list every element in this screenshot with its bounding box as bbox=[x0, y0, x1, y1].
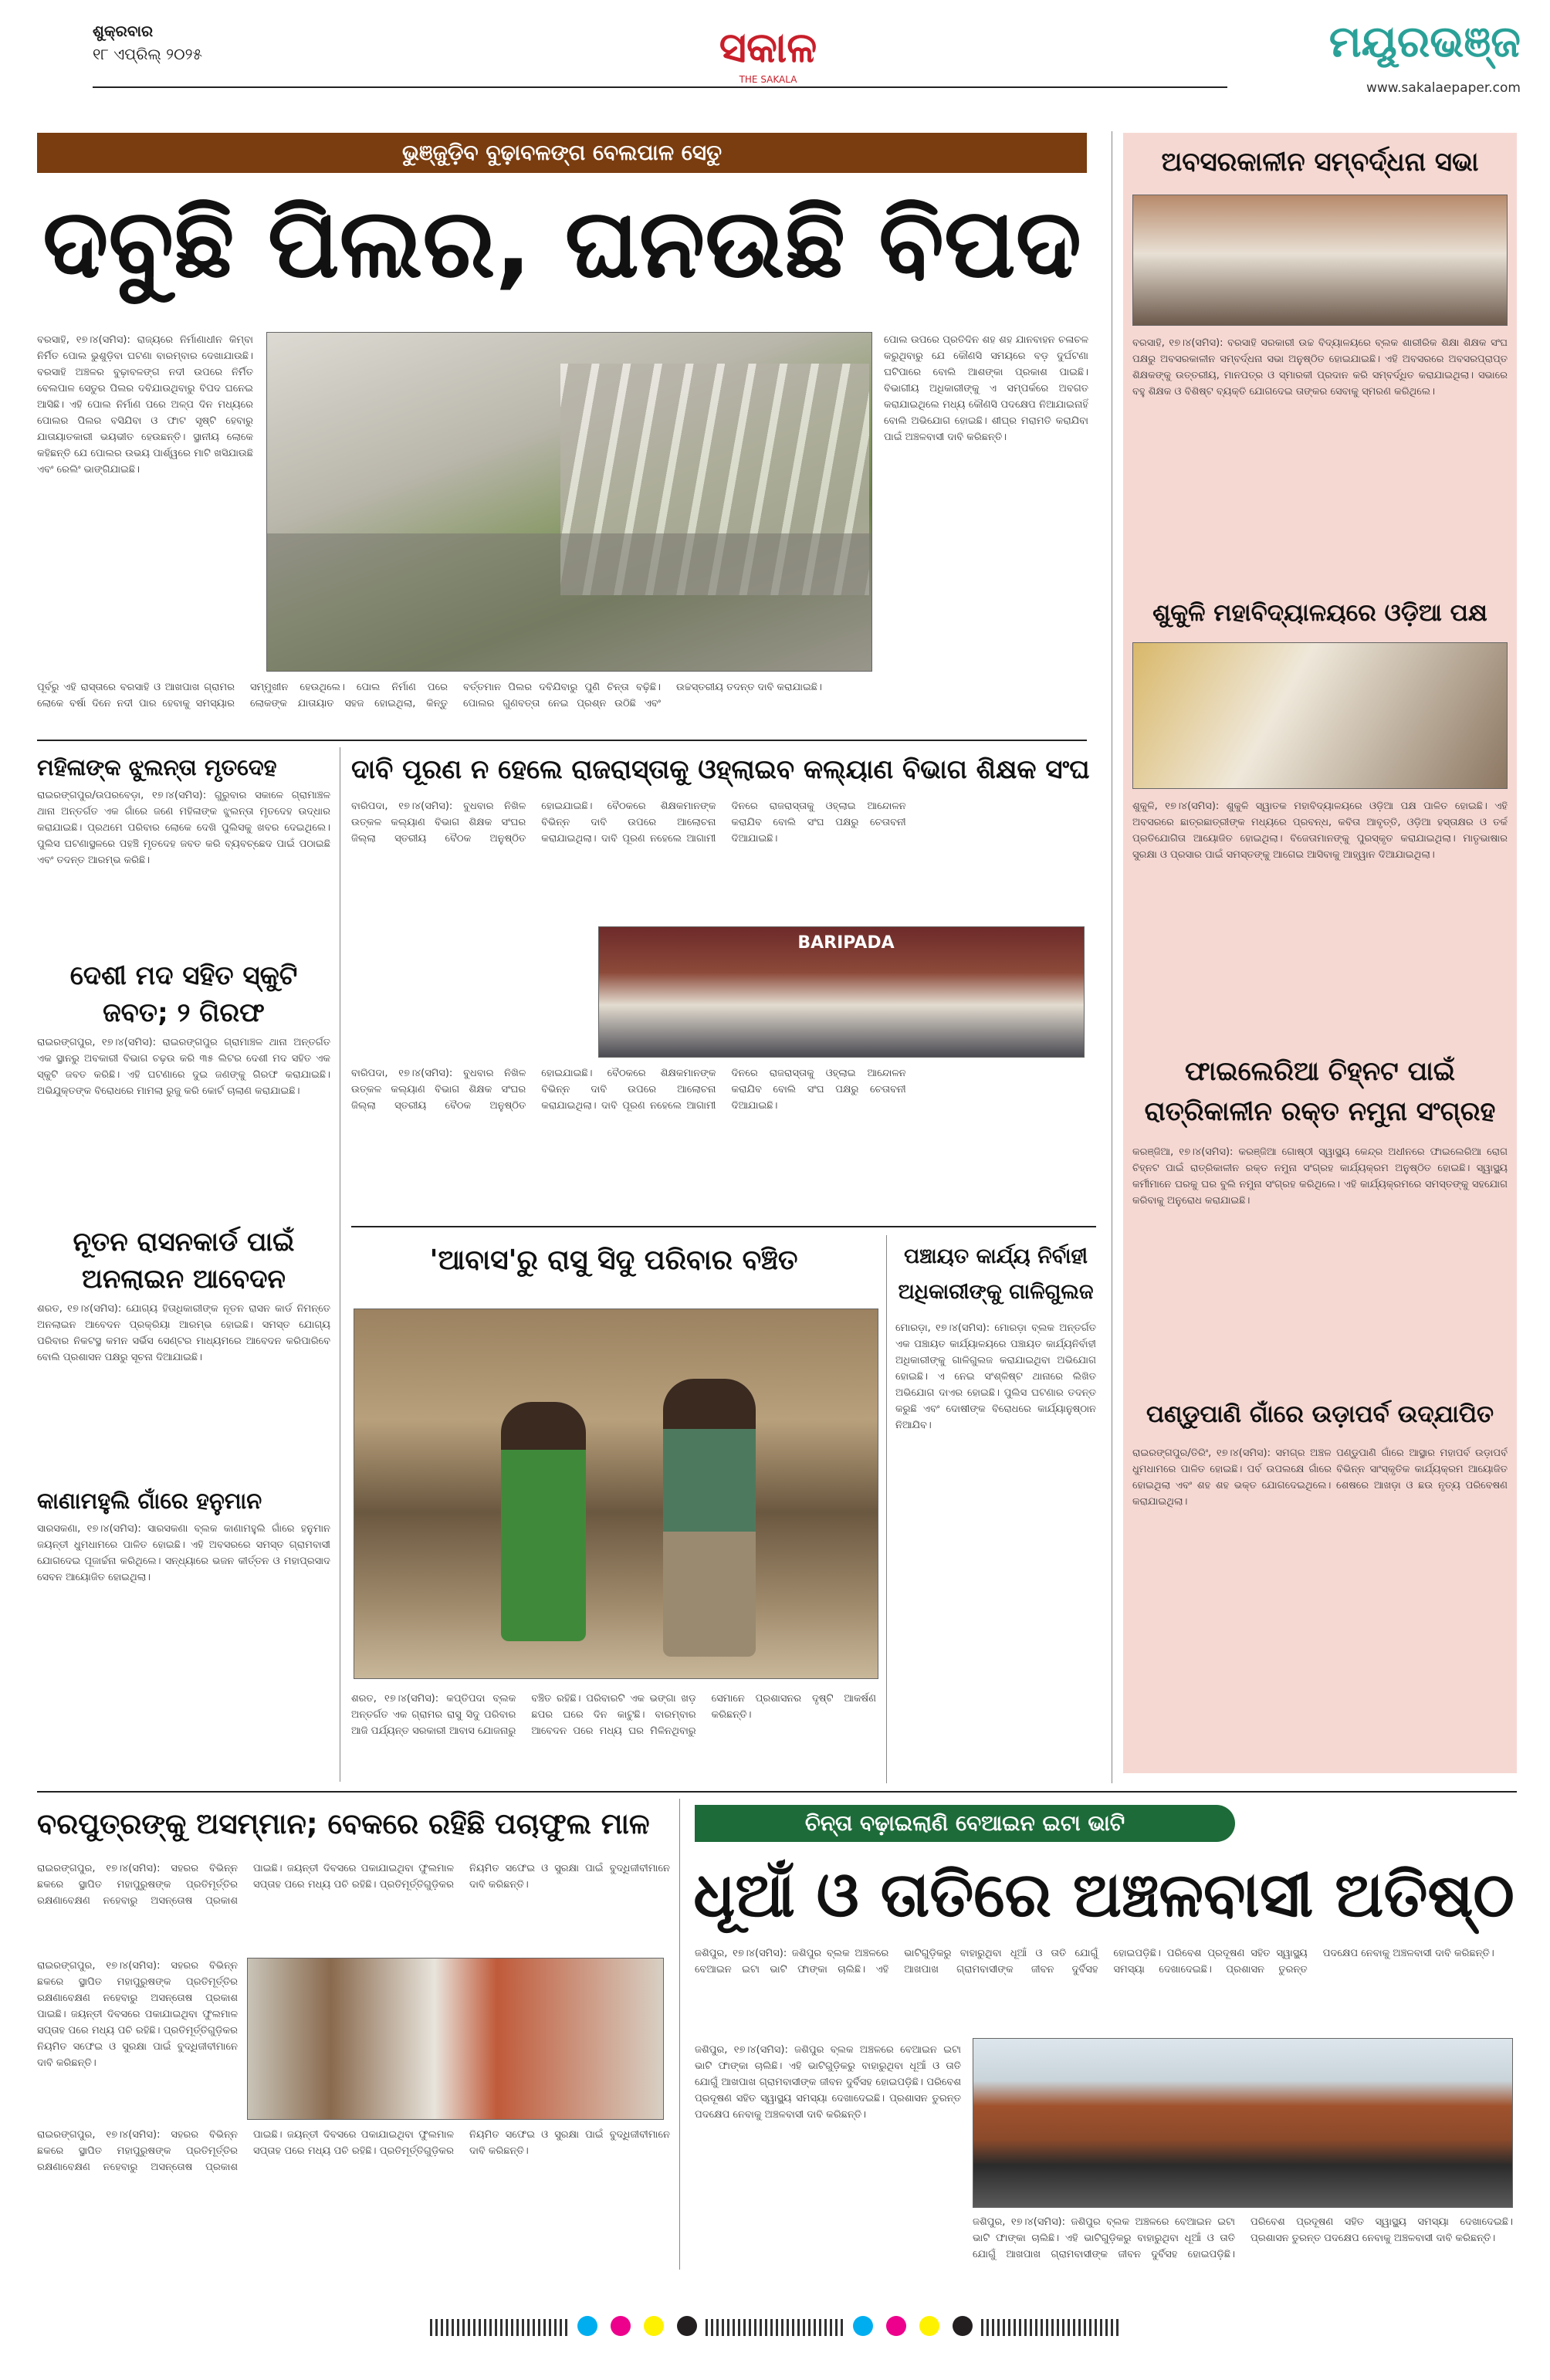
center2-headline: 'ଆବାସ'ରୁ ରାସୁ ସିଦୁ ପରିବାର ବଞ୍ଚିତ bbox=[429, 1244, 798, 1276]
lead-body-bottom: ପୂର୍ବରୁ ଏହି ରାସ୍ତାରେ ବରସାହି ଓ ଆଖପାଖ ଗ୍ରାମର ଲୋକେ ବର୍ଷା ଦିନେ ନଦୀ ପାର ହେବାକୁ ସମସ୍ୟାର ସମ୍ମୁଖୀନ ହେଉଥିଲେ। ପୋଲ ନିର୍ମାଣ ପରେ ଲୋକଙ୍କ ଯାତାୟାତ ସହଜ ହୋଇଥିଲା, କିନ୍ତୁ ବର୍ତ୍ତମାନ ପିଲର ଦବିଯିବାରୁ ପୁଣି ଚିନ୍ତା ବଢ଼ିଛି। ପୋଲର ଗୁଣବତ୍ତା ନେଇ ପ୍ରଶ୍ନ ଉଠିଛି ଏବଂ ଉଚ୍ଚସ୍ତରୀୟ ତଦନ୍ତ ଦାବି କରାଯାଇଛି। bbox=[37, 682, 822, 709]
bottom-right-body-cont: ଜଶିପୁର, ୧୭।୪(ସମିସ): ଜଶିପୁର ବ୍ଲକ ଅଞ୍ଚଳରେ ବେଆଇନ ଇଟା ଭାଟି ଫାଙ୍କା ଚାଲିଛି। ଏହି ଭାଟିଗୁଡ଼ିକରୁ ବାହାରୁଥିବା ଧୂଆଁ ଓ ତାତି ଯୋଗୁଁ ଆଖପାଖ ଗ୍ରାମବାସୀଙ୍କ ଜୀବନ ଦୁର୍ବିସହ ହୋଇପଡ଼ିଛି। ପରିବେଶ ପ୍ରଦୂଷଣ ସହିତ ସ୍ୱାସ୍ଥ୍ୟ ସମସ୍ୟା ଦେଖାଦେଇଛି। ପ୍ରଶାସନ ତୁରନ୍ତ ପଦକ୍ଷେପ ନେବାକୁ ଅଞ୍ଚଳବାସୀ ଦାବି କରିଛନ୍ତି। bbox=[695, 2044, 961, 2121]
date-full: ୧୮ ଏପ୍ରିଲ୍ ୨୦୨୫ bbox=[93, 45, 203, 63]
print-marks bbox=[0, 2316, 1550, 2362]
sidebar-story1-headline: ଅବସରକାଳୀନ ସମ୍ବର୍ଦ୍ଧନା ସଭା bbox=[1161, 147, 1479, 178]
yellow-swatch-2 bbox=[919, 2316, 939, 2336]
black-swatch-2 bbox=[953, 2316, 973, 2336]
divider-bottom bbox=[37, 1791, 1517, 1793]
left4-body: ସାରସକଣା, ୧୭।୪(ସମିସ): ସାରସକଣା ବ୍ଲକ କାଣାମହୁଲି ଗାଁରେ ହନୁମାନ ଜୟନ୍ତୀ ଧୁମଧାମରେ ପାଳିତ ହୋଇଛି। ଏହି ଅବସରରେ ସମସ୍ତ ଗ୍ରାମବାସୀ ଯୋଗଦେଇ ପୂଜାର୍ଚ୍ଚନା କରିଥିଲେ। ସନ୍ଧ୍ୟାରେ ଭଜନ କୀର୍ତ୍ତନ ଓ ମହାପ୍ରସାଦ ସେବନ ଆୟୋଜିତ ହୋଇଥିଲା। bbox=[37, 1523, 330, 1583]
newspaper-logo: ସକାଳ bbox=[719, 23, 817, 72]
bottom-right-body-end: ଜଶିପୁର, ୧୭।୪(ସମିସ): ଜଶିପୁର ବ୍ଲକ ଅଞ୍ଚଳରେ ବେଆଇନ ଇଟା ଭାଟି ଫାଙ୍କା ଚାଲିଛି। ଏହି ଭାଟିଗୁଡ଼ିକରୁ ବାହାରୁଥିବା ଧୂଆଁ ଓ ତାତି ଯୋଗୁଁ ଆଖପାଖ ଗ୍ରାମବାସୀଙ୍କ ଜୀବନ ଦୁର୍ବିସହ ହୋଇପଡ଼ିଛି। ପରିବେଶ ପ୍ରଦୂଷଣ ସହିତ ସ୍ୱାସ୍ଥ୍ୟ ସମସ୍ୟା ଦେଖାଦେଇଛି। ପ୍ରଶାସନ ତୁରନ୍ତ ପଦକ୍ଷେପ ନେବାକୁ ଅଞ୍ଚଳବାସୀ ଦାବି କରିଛନ୍ତି। bbox=[973, 2216, 1513, 2260]
left2-body: ରାଇରଙ୍ଗପୁର, ୧୭।୪(ସମିସ): ରାଇରଙ୍ଗପୁର ଗ୍ରାମାଞ୍ଚଳ ଥାନା ଅନ୍ତର୍ଗତ ଏକ ସ୍ଥାନରୁ ଅବକାରୀ ବିଭାଗ ଚଢ଼ଉ କରି ୩୫ ଲିଟର ଦେଶୀ ମଦ ସହିତ ଏକ ସ୍କୁଟି ଜବତ କରିଛି। ଏହି ଘଟଣାରେ ଦୁଇ ଜଣଙ୍କୁ ଗିରଫ କରାଯାଇଛି। ଅଭିଯୁକ୍ତଙ୍କ ବିରୋଧରେ ମାମଲା ରୁଜୁ କରି କୋର୍ଟ ଚାଲାଣ କରାଯାଇଛି। bbox=[37, 1037, 330, 1097]
black-swatch bbox=[677, 2316, 697, 2336]
date-day: ଶୁକ୍ରବାର bbox=[93, 22, 154, 40]
registration-bar-left bbox=[430, 2319, 569, 2336]
sidebar-story2-photo bbox=[1132, 642, 1508, 789]
divider-lead bbox=[37, 740, 1087, 741]
woman-figure bbox=[501, 1402, 586, 1641]
sidebar-story4-headline: ପଣ୍ଡୁପାଣି ଗାଁରେ ଉଡ଼ାପର୍ବ ଉଦ୍‌ଯାପିତ bbox=[1146, 1400, 1494, 1428]
statues-photo bbox=[247, 1958, 664, 2120]
website: www.sakalaepaper.com bbox=[1366, 80, 1521, 96]
logo-subtitle: THE SAKALA bbox=[739, 74, 797, 85]
sidebar-story1-body: ବରସାହି, ୧୭।୪(ସମିସ): ବରସାହି ସରକାରୀ ଉଚ୍ଚ ବିଦ୍ୟାଳୟରେ ବ୍ଲକ ଶାରୀରିକ ଶିକ୍ଷା ଶିକ୍ଷକ ସଂଘ ପକ୍ଷରୁ ଅବସରକାଳୀନ ସମ୍ବର୍ଦ୍ଧନା ସଭା ଅନୁଷ୍ଠିତ ହୋଇଯାଇଛି। ଏହି ଅବସରରେ ଅବସରପ୍ରାପ୍ତ ଶିକ୍ଷକଙ୍କୁ ଉତ୍ତରୀୟ, ମାନପତ୍ର ଓ ସ୍ମାରକୀ ପ୍ରଦାନ କରି ସମ୍ବର୍ଦ୍ଧିତ କରାଯାଇଥିଲା। ସଭାରେ ବହୁ ଶିକ୍ଷକ ଓ ବିଶିଷ୍ଟ ବ୍ୟକ୍ତି ଯୋଗଦେଇ ତାଙ୍କର ସେବାକୁ ସ୍ମରଣ କରିଥିଲେ। bbox=[1132, 337, 1508, 398]
center1-body: ବାରିପଦା, ୧୭।୪(ସମିସ): ବୁଧବାର ନିଖିଳ ଉତ୍କଳ କଲ୍ୟାଣ ବିଭାଗ ଶିକ୍ଷକ ସଂଘର ଜିଲ୍ଲା ସ୍ତରୀୟ ବୈଠକ ଅନୁଷ୍ଠିତ ହୋଇଯାଇଛି। ବୈଠକରେ ଶିକ୍ଷକମାନଙ୍କ ବିଭିନ୍ନ ଦାବି ଉପରେ ଆଲୋଚନା କରାଯାଇଥିଲା। ଦାବି ପୂରଣ ନହେଲେ ଆଗାମୀ ଦିନରେ ରାଜରାସ୍ତାକୁ ଓହ୍ଲାଇ ଆନ୍ଦୋଳନ କରାଯିବ ବୋଲି ସଂଘ ପକ୍ଷରୁ ଚେତାବନୀ ଦିଆଯାଇଛି। bbox=[351, 801, 906, 845]
bottom-left-body: ରାଇରଙ୍ଗପୁର, ୧୭।୪(ସମିସ): ସହରର ବିଭିନ୍ନ ଛକରେ ସ୍ଥାପିତ ମହାପୁରୁଷଙ୍କ ପ୍ରତିମୂର୍ତ୍ତିର ରକ୍ଷଣାବେକ୍ଷଣ ନହେବାରୁ ଅସନ୍ତୋଷ ପ୍ରକାଶ ପାଇଛି। ଜୟନ୍ତୀ ଦିବସରେ ପକାଯାଇଥିବା ଫୁଲମାଳ ସପ୍ତାହ ପରେ ମଧ୍ୟ ପଚି ରହିଛି। ପ୍ରତିମୂର୍ତ୍ତିଗୁଡ଼ିକର ନିୟମିତ ସଫେଇ ଓ ସୁରକ୍ଷା ପାଇଁ ବୁଦ୍ଧିଜୀବୀମାନେ ଦାବି କରିଛନ୍ତି। bbox=[37, 1863, 670, 1907]
lead-headline: ଦବୁଛି ପିଲର, ଘନଉଛି ବିପଦ bbox=[42, 188, 1081, 300]
bridge-photo bbox=[266, 332, 872, 672]
lead-body-col4: ପୋଲ ଉପରେ ପ୍ରତିଦିନ ଶହ ଶହ ଯାନବାହନ ଚଳାଚଳ କରୁଥିବାରୁ ଯେ କୌଣସି ସମୟରେ ବଡ଼ ଦୁର୍ଘଟଣା ଘଟିପାରେ ବୋଲି ଆଶଙ୍କା ପ୍ରକାଶ ପାଇଛି। ବିଭାଗୀୟ ଅଧିକାରୀଙ୍କୁ ଏ ସମ୍ପର୍କରେ ଅବଗତ କରାଯାଇଥିଲେ ମଧ୍ୟ କୌଣସି ପଦକ୍ଷେପ ନିଆଯାଇନାହିଁ ବୋଲି ଅଭିଯୋଗ ହୋଇଛି। ଶୀଘ୍ର ମରାମତି କରାଯିବା ପାଇଁ ଅଞ୍ଚଳବାସୀ ଦାବି କରିଛନ୍ତି। bbox=[884, 334, 1088, 443]
col-divider-bottom bbox=[679, 1799, 680, 2270]
left1-body: ରାଇରଙ୍ଗପୁର/ଉପରବେଡ଼ା, ୧୭।୪(ସମିସ): ଗୁରୁବାର ସକାଳେ ଗ୍ରାମାଞ୍ଚଳ ଥାନା ଅନ୍ତର୍ଗତ ଏକ ଗାଁରେ ଜଣେ ମହିଳାଙ୍କ ଝୁଲନ୍ତା ମୃତଦେହ ଉଦ୍ଧାର କରାଯାଇଛି। ପ୍ରଥମେ ପରିବାର ଲୋକେ ଦେଖି ପୁଲିସକୁ ଖବର ଦେଇଥିଲେ। ପୁଲିସ ଘଟଣାସ୍ଥଳରେ ପହଞ୍ଚି ମୃତଦେହ ଜବତ କରି ବ୍ୟବଚ୍ଛେଦ ପାଇଁ ପଠାଇଛି ଏବଂ ତଦନ୍ତ ଆରମ୍ଭ କରିଛି। bbox=[37, 790, 330, 866]
sidebar-story4-body: ରାଇରଙ୍ଗପୁର/ତିରିଂ, ୧୭।୪(ସମିସ): ସମଗ୍ର ଅଞ୍ଚଳ ପଣ୍ଡୁପାଣି ଗାଁରେ ଆସ୍ଥାର ମହାପର୍ବ ଉଡ଼ାପର୍ବ ଧୁମଧାମରେ ପାଳିତ ହୋଇଛି। ପର୍ବ ଉପଲକ୍ଷେ ଗାଁରେ ବିଭିନ୍ନ ସାଂସ୍କୃତିକ କାର୍ଯ୍ୟକ୍ରମ ଆୟୋଜିତ ହୋଇଥିଲା ଏବଂ ଶହ ଶହ ଭକ୍ତ ଯୋଗଦେଇଥିଲେ। ଶେଷରେ ଆଖଡ଼ା ଓ ଛଉ ନୃତ୍ୟ ପରିବେଷଣ କରାଯାଇଥିଲା। bbox=[1132, 1447, 1508, 1508]
bottom-right-headline: ଧୂଆଁ ଓ ତାତିରେ ଅଞ୍ଚଳବାସୀ ଅତିଷ୍ଠ bbox=[693, 1859, 1514, 1931]
sidebar-story3-body: କରଞ୍ଜିଆ, ୧୭।୪(ସମିସ): କରଞ୍ଜିଆ ଗୋଷ୍ଠୀ ସ୍ୱାସ୍ଥ୍ୟ କେନ୍ଦ୍ର ଅଧୀନରେ ଫାଇଲେରିଆ ରୋଗ ଚିହ୍ନଟ ପାଇଁ ରାତ୍ରିକାଳୀନ ରକ୍ତ ନମୁନା ସଂଗ୍ରହ କାର୍ଯ୍ୟକ୍ରମ ଅନୁଷ୍ଠିତ ହୋଇଛି। ସ୍ୱାସ୍ଥ୍ୟ କର୍ମୀମାନେ ଘରକୁ ଘର ବୁଲି ନମୁନା ସଂଗ୍ରହ କରିଥିଲେ। ଏହି କାର୍ଯ୍ୟକ୍ରମରେ ସମସ୍ତଙ୍କୁ ସହଯୋଗ କରିବାକୁ ଅନୁରୋଧ କରାଯାଇଛି। bbox=[1132, 1146, 1508, 1207]
lead-body-col1: ବରସାହି, ୧୭।୪(ସମିସ): ରାଜ୍ୟରେ ନିର୍ମାଣାଧୀନ କିମ୍ବା ନିର୍ମିତ ପୋଲ ଭୁଶୁଡ଼ିବା ଘଟଣା ବାରମ୍ବାର ଦେଖାଯାଉଛି। ବରସାହି ଅଞ୍ଚଳର ବୁଢ଼ାବଳଙ୍ଗ ନଦୀ ଉପରେ ନିର୍ମିତ ବେଲପାଳ ସେତୁର ପିଲର ଦବିଯାଉଥିବାରୁ ବିପଦ ଘନେଇ ଆସିଛି। ଏହି ପୋଲ ନିର୍ମାଣ ପରେ ଅଳ୍ପ ଦିନ ମଧ୍ୟରେ ପୋଲର ପିଲର ବସିଯିବା ଓ ଫାଟ ସୃଷ୍ଟି ହେବାରୁ ଯାତାୟାତକାରୀ ଭୟଭୀତ ହେଉଛନ୍ତି। ସ୍ଥାନୀୟ ଲୋକେ କହିଛନ୍ତି ଯେ ପୋଲର ଉଭୟ ପାର୍ଶ୍ୱରେ ମାଟି ଖସିଯାଉଛି ଏବଂ ରେଲିଂ ଭାଙ୍ଗିଯାଇଛି। bbox=[37, 334, 253, 476]
left4-headline: କାଣାମହୁଲି ଗାଁରେ ହନୁମାନ bbox=[37, 1488, 262, 1514]
bottom-left-body-cont: ରାଇରଙ୍ଗପୁର, ୧୭।୪(ସମିସ): ସହରର ବିଭିନ୍ନ ଛକରେ ସ୍ଥାପିତ ମହାପୁରୁଷଙ୍କ ପ୍ରତିମୂର୍ତ୍ତିର ରକ୍ଷଣାବେକ୍ଷଣ ନହେବାରୁ ଅସନ୍ତୋଷ ପ୍ରକାଶ ପାଇଛି। ଜୟନ୍ତୀ ଦିବସରେ ପକାଯାଇଥିବା ଫୁଲମାଳ ସପ୍ତାହ ପରେ ମଧ୍ୟ ପଚି ରହିଛି। ପ୍ରତିମୂର୍ତ୍ତିଗୁଡ଼ିକର ନିୟମିତ ସଫେଇ ଓ ସୁରକ୍ଷା ପାଇଁ ବୁଦ୍ଧିଜୀବୀମାନେ ଦାବି କରିଛନ୍ତି। bbox=[37, 1960, 238, 2069]
registration-bar-center bbox=[706, 2319, 844, 2336]
right1-headline: ପଞ୍ଚାୟତ କାର୍ଯ୍ୟ ନିର୍ବାହୀ ଅଧିକାରୀଙ୍କୁ ଗାଳିଗୁଲଜ bbox=[898, 1244, 1094, 1304]
man-figure bbox=[663, 1379, 756, 1657]
magenta-swatch bbox=[611, 2316, 631, 2336]
cyan-swatch bbox=[577, 2316, 597, 2336]
divider-center bbox=[351, 1226, 1096, 1227]
left3-headline: ନୂତନ ରାସନକାର୍ଡ ପାଇଁ ଅନଲାଇନ ଆବେଦନ bbox=[73, 1227, 295, 1295]
left3-body: ଶରତ, ୧୭।୪(ସମିସ): ଯୋଗ୍ୟ ହିତାଧିକାରୀଙ୍କ ନୂତନ ରାସନ କାର୍ଡ ନିମନ୍ତେ ଅନଲାଇନ ଆବେଦନ ପ୍ରକ୍ରିୟା ଆରମ୍ଭ ହୋଇଛି। ସମସ୍ତ ଯୋଗ୍ୟ ପରିବାର ନିକଟସ୍ଥ କମନ ସର୍ଭିସ ସେଣ୍ଟର ମାଧ୍ୟମରେ ଆବେଦନ କରିପାରିବେ ବୋଲି ପ୍ରଶାସନ ପକ୍ଷରୁ ସୂଚନା ଦିଆଯାଇଛି। bbox=[37, 1303, 330, 1363]
bottom-left-headline: ବରପୁତ୍ରଙ୍କୁ ଅସମ୍ମାନ; ବେକରେ ରହିଛି ପଚାଫୁଲ ମାଳ bbox=[37, 1807, 650, 1840]
lead-kicker: ଭୁଞ୍ଜୁଡ଼ିବ ବୁଢ଼ାବଳଙ୍ଗ ବେଲପାଳ ସେତୁ bbox=[37, 133, 1087, 173]
masthead bbox=[0, 0, 1550, 100]
sidebar-story1-photo bbox=[1132, 195, 1508, 326]
center2-body: ଶରତ, ୧୭।୪(ସମିସ): କପ୍ତିପଦା ବ୍ଲକ ଅନ୍ତର୍ଗତ ଏକ ଗ୍ରାମର ରାସୁ ସିଦୁ ପରିବାର ଆଜି ପର୍ଯ୍ୟନ୍ତ ସରକାରୀ ଆବାସ ଯୋଜନାରୁ ବଞ୍ଚିତ ରହିଛି। ପରିବାରଟି ଏକ ଭଙ୍ଗା ଖଡ଼ ଛପର ଘରେ ଦିନ କାଟୁଛି। ବାରମ୍ବାର ଆବେଦନ ପରେ ମଧ୍ୟ ଘର ମିଳିନଥିବାରୁ ସେମାନେ ପ୍ରଶାସନର ଦୃଷ୍ଟି ଆକର୍ଷଣ କରିଛନ୍ତି। bbox=[351, 1693, 876, 1737]
brick-kiln-photo bbox=[973, 2038, 1513, 2208]
sidebar bbox=[1123, 133, 1517, 1773]
bottom-left-body-end: ରାଇରଙ୍ଗପୁର, ୧୭।୪(ସମିସ): ସହରର ବିଭିନ୍ନ ଛକରେ ସ୍ଥାପିତ ମହାପୁରୁଷଙ୍କ ପ୍ରତିମୂର୍ତ୍ତିର ରକ୍ଷଣାବେକ୍ଷଣ ନହେବାରୁ ଅସନ୍ତୋଷ ପ୍ରକାଶ ପାଇଛି। ଜୟନ୍ତୀ ଦିବସରେ ପକାଯାଇଥିବା ଫୁଲମାଳ ସପ୍ତାହ ପରେ ମଧ୍ୟ ପଚି ରହିଛି। ପ୍ରତିମୂର୍ତ୍ତିଗୁଡ଼ିକର ନିୟମିତ ସଫେଇ ଓ ସୁରକ୍ଷା ପାଇଁ ବୁଦ୍ଧିଜୀବୀମାନେ ଦାବି କରିଛନ୍ତି। bbox=[37, 2129, 670, 2173]
left2-headline: ଦେଶୀ ମଦ ସହିତ ସ୍କୁଟି ଜବତ; ୨ ଗିରଫ bbox=[69, 960, 298, 1028]
right1-body: ମୋରଡ଼ା, ୧୭।୪(ସମିସ): ମୋରଡ଼ା ବ୍ଲକ ଅନ୍ତର୍ଗତ ଏକ ପଞ୍ଚାୟତ କାର୍ଯ୍ୟାଳୟରେ ପଞ୍ଚାୟତ କାର୍ଯ୍ୟନିର୍ବାହୀ ଅଧିକାରୀଙ୍କୁ ଗାଳିଗୁଲଜ କରାଯାଇଥିବା ଅଭିଯୋଗ ହୋଇଛି। ଏ ନେଇ ସଂଶ୍ଳିଷ୍ଟ ଥାନାରେ ଲିଖିତ ଅଭିଯୋଗ ଦାଏର ହୋଇଛି। ପୁଲିସ ଘଟଣାର ତଦନ୍ତ କରୁଛି ଏବଂ ଦୋଷୀଙ୍କ ବିରୋଧରେ କାର୍ଯ୍ୟାନୁଷ୍ଠାନ ନିଆଯିବ। bbox=[895, 1322, 1096, 1431]
magenta-swatch-2 bbox=[886, 2316, 906, 2336]
center1-headline: ଦାବି ପୂରଣ ନ ହେଲେ ରାଜରାସ୍ତାକୁ ଓହ୍ଲାଇବ କଲ୍ୟାଣ ବିଭାଗ ଶିକ୍ଷକ ସଂଘ bbox=[351, 754, 1090, 785]
edition-title: ମୟୂରଭଞ୍ଜ bbox=[1328, 17, 1521, 67]
masthead-rule bbox=[93, 86, 1227, 88]
teachers-photo bbox=[598, 926, 1085, 1058]
sidebar-story2-headline: ଶୁକୁଳି ମହାବିଦ୍ୟାଳୟରେ ଓଡ଼ିଆ ପକ୍ଷ bbox=[1152, 599, 1487, 627]
left1-headline: ମହିଳାଙ୍କ ଝୁଲନ୍ତା ମୃତଦେହ bbox=[37, 754, 277, 780]
cyan-swatch-2 bbox=[853, 2316, 873, 2336]
bottom-right-body: ଜଶିପୁର, ୧୭।୪(ସମିସ): ଜଶିପୁର ବ୍ଲକ ଅଞ୍ଚଳରେ ବେଆଇନ ଇଟା ଭାଟି ଫାଙ୍କା ଚାଲିଛି। ଏହି ଭାଟିଗୁଡ଼ିକରୁ ବାହାରୁଥିବା ଧୂଆଁ ଓ ତାତି ଯୋଗୁଁ ଆଖପାଖ ଗ୍ରାମବାସୀଙ୍କ ଜୀବନ ଦୁର୍ବିସହ ହୋଇପଡ଼ିଛି। ପରିବେଶ ପ୍ରଦୂଷଣ ସହିତ ସ୍ୱାସ୍ଥ୍ୟ ସମସ୍ୟା ଦେଖାଦେଇଛି। ପ୍ରଶାସନ ତୁରନ୍ତ ପଦକ୍ଷେପ ନେବାକୁ ଅଞ୍ଚଳବାସୀ ଦାବି କରିଛନ୍ତି। bbox=[695, 1948, 1494, 1975]
house-family-photo bbox=[354, 1308, 878, 1679]
center1-body-cont: ବାରିପଦା, ୧୭।୪(ସମିସ): ବୁଧବାର ନିଖିଳ ଉତ୍କଳ କଲ୍ୟାଣ ବିଭାଗ ଶିକ୍ଷକ ସଂଘର ଜିଲ୍ଲା ସ୍ତରୀୟ ବୈଠକ ଅନୁଷ୍ଠିତ ହୋଇଯାଇଛି। ବୈଠକରେ ଶିକ୍ଷକମାନଙ୍କ ବିଭିନ୍ନ ଦାବି ଉପରେ ଆଲୋଚନା କରାଯାଇଥିଲା। ଦାବି ପୂରଣ ନହେଲେ ଆଗାମୀ ଦିନରେ ରାଜରାସ୍ତାକୁ ଓହ୍ଲାଇ ଆନ୍ଦୋଳନ କରାଯିବ ବୋଲି ସଂଘ ପକ୍ଷରୁ ଚେତାବନୀ ଦିଆଯାଇଛି। bbox=[351, 1068, 906, 1112]
registration-bar-right bbox=[981, 2319, 1120, 2336]
photo-banner-text: BARIPADA bbox=[797, 933, 895, 953]
bottom-right-kicker: ଚିନ୍ତା ବଢ଼ାଇଲାଣି ବେଆଇନ ଇଟା ଭାଟି bbox=[695, 1805, 1235, 1842]
bridge-road bbox=[267, 533, 872, 672]
yellow-swatch bbox=[644, 2316, 664, 2336]
sidebar-story2-body: ଶୁକୁଳି, ୧୭।୪(ସମିସ): ଶୁକୁଳି ସ୍ୱାତକ ମହାବିଦ୍ୟାଳୟରେ ଓଡ଼ିଆ ପକ୍ଷ ପାଳିତ ହୋଇଛି। ଏହି ଅବସରରେ ଛାତ୍ରଛାତ୍ରୀଙ୍କ ମଧ୍ୟରେ ପ୍ରବନ୍ଧ, କବିତା ଆବୃତ୍ତି, ଓଡ଼ିଆ ହସ୍ତାକ୍ଷର ଓ ତର୍କ ପ୍ରତିଯୋଗିତା ଆୟୋଜିତ ହୋଇଥିଲା। ବିଜେତାମାନଙ୍କୁ ପୁରସ୍କୃତ କରାଯାଇଥିଲା। ମାତୃଭାଷାର ସୁରକ୍ଷା ଓ ପ୍ରସାର ପାଇଁ ସମସ୍ତଙ୍କୁ ଆଗେଇ ଆସିବାକୁ ଆହ୍ୱାନ ଦିଆଯାଇଥିଲା। bbox=[1132, 801, 1508, 861]
sidebar-story3-headline: ଫାଇଲେରିଆ ଚିହ୍ନଟ ପାଇଁ ରାତ୍ରିକାଳୀନ ରକ୍ତ ନମୁନା ସଂଗ୍ରହ bbox=[1144, 1056, 1496, 1127]
col-divider-center bbox=[886, 1235, 887, 1783]
